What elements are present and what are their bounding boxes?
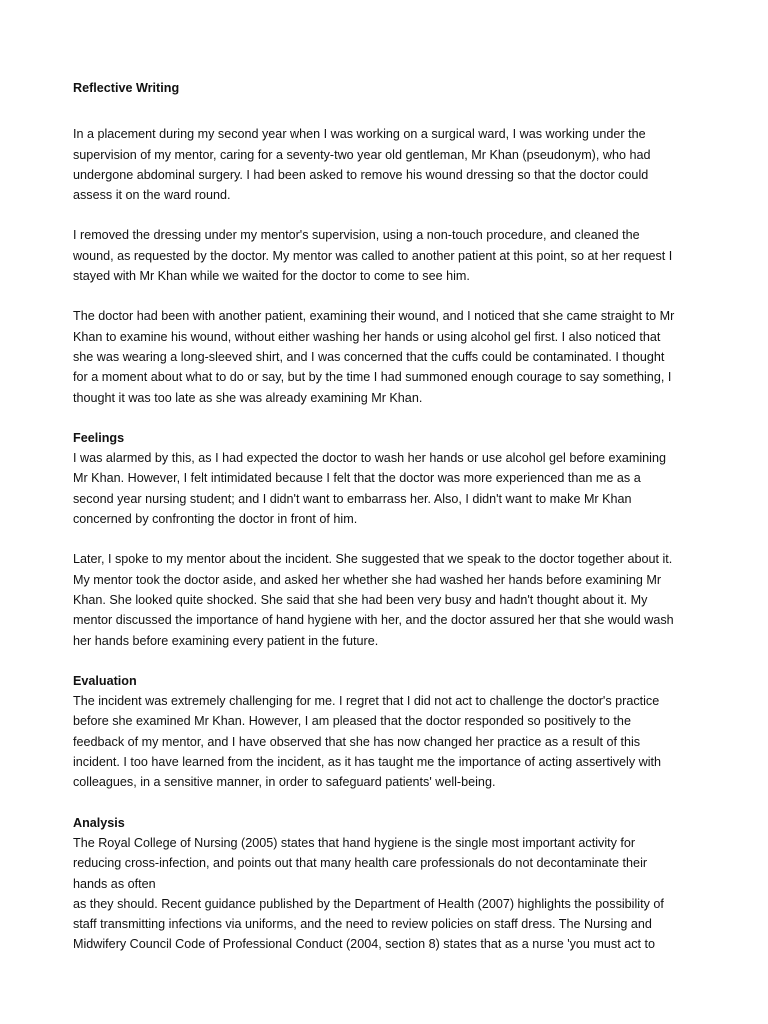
text-line: My mentor took the doctor aside, and asked her whether she had washed her hands before examining Mr [73, 572, 662, 587]
text-line: I was alarmed by this, as I had expected the doctor to wash her hands or use alcohol gel before examining [73, 451, 666, 466]
text-line: stayed with Mr Khan while we waited for the doctor to come to see him. [73, 269, 470, 284]
text-line: colleagues, in a sensitive manner, in order to safeguard patients' well-being. [73, 775, 496, 790]
section-heading-feelings: Feelings [73, 430, 125, 445]
text-line: Later, I spoke to my mentor about the incident. She suggested that we speak to the doctor together about it. [73, 552, 673, 567]
section-analysis [73, 813, 693, 955]
paragraph-3 [73, 306, 693, 407]
text-line: The incident was extremely challenging for me. I regret that I did not act to challenge the doctor's practice [73, 694, 660, 709]
text-line: Mr Khan. However, I felt intimidated because I felt that the doctor was more experienced than me as a [73, 471, 641, 486]
paragraph-2 [73, 225, 693, 286]
document-title: Reflective Writing [73, 81, 180, 95]
text-line: feedback of my mentor, and I have observed that she has now changed her practice as a result of this [73, 734, 641, 749]
text-line: I removed the dressing under my mentor's supervision, using a non-touch procedure, and cleaned the [73, 228, 640, 243]
text-line: hands as often [73, 876, 156, 891]
section-evaluation [73, 671, 693, 793]
text-line: wound, as requested by the doctor. My mentor was called to another patient at this point, so at her request I [73, 248, 673, 263]
text-line: as they should. Recent guidance published by the Department of Health (2007) highlights the possibility of [73, 896, 664, 911]
text-line: supervision of my mentor, caring for a seventy-two year old gentleman, Mr Khan (pseudonym), who had [73, 147, 651, 162]
text-line: The Royal College of Nursing (2005) states that hand hygiene is the single most important activity for [73, 835, 636, 850]
section-feelings [73, 428, 693, 529]
text-line: staff transmitting infections via uniforms, and the need to review policies on staff dress. The Nursing and [73, 917, 652, 932]
document-page [73, 78, 693, 975]
section-heading-evaluation: Evaluation [73, 673, 137, 688]
text-line: reducing cross-infection, and points out that many health care professionals do not decontaminate their [73, 856, 648, 871]
text-line: Midwifery Council Code of Professional Conduct (2004, section 8) states that as a nurse 'you must act to [73, 937, 656, 952]
text-line: before she examined Mr Khan. However, I am pleased that the doctor responded so positively to the [73, 714, 631, 729]
paragraph-5 [73, 549, 693, 650]
text-line: The doctor had been with another patient, examining their wound, and I noticed that she came straight to Mr [73, 309, 675, 324]
text-line: for a moment about what to do or say, but by the time I had summoned enough courage to say something, I [73, 370, 672, 385]
paragraph-1 [73, 124, 693, 205]
section-heading-analysis: Analysis [73, 815, 125, 830]
text-line: In a placement during my second year when I was working on a surgical ward, I was working under the [73, 127, 646, 142]
text-line: she was wearing a long-sleeved shirt, and I was concerned that the cuffs could be contaminated. I thought [73, 349, 665, 364]
text-line: mentor discussed the importance of hand hygiene with her, and the doctor assured her that she would wash [73, 613, 674, 628]
text-line: concerned by confronting the doctor in front of him. [73, 512, 358, 527]
text-line: her hands before examining every patient in the future. [73, 633, 379, 648]
text-line: Khan. She looked quite shocked. She said that she had been very busy and hadn't thought about it. My [73, 592, 648, 607]
text-line: Khan to examine his wound, without either washing her hands or using alcohol gel first. I also noticed that [73, 329, 661, 344]
text-line: undergone abdominal surgery. I had been asked to remove his wound dressing so that the doctor could [73, 167, 649, 182]
text-line: thought it was too late as she was already examining Mr Khan. [73, 390, 423, 405]
text-line: incident. I too have learned from the incident, as it has taught me the importance of acting assertively with [73, 755, 662, 770]
text-line: second year nursing student; and I didn't want to embarrass her. Also, I didn't want to make Mr Khan [73, 491, 632, 506]
text-line: assess it on the ward round. [73, 188, 231, 203]
